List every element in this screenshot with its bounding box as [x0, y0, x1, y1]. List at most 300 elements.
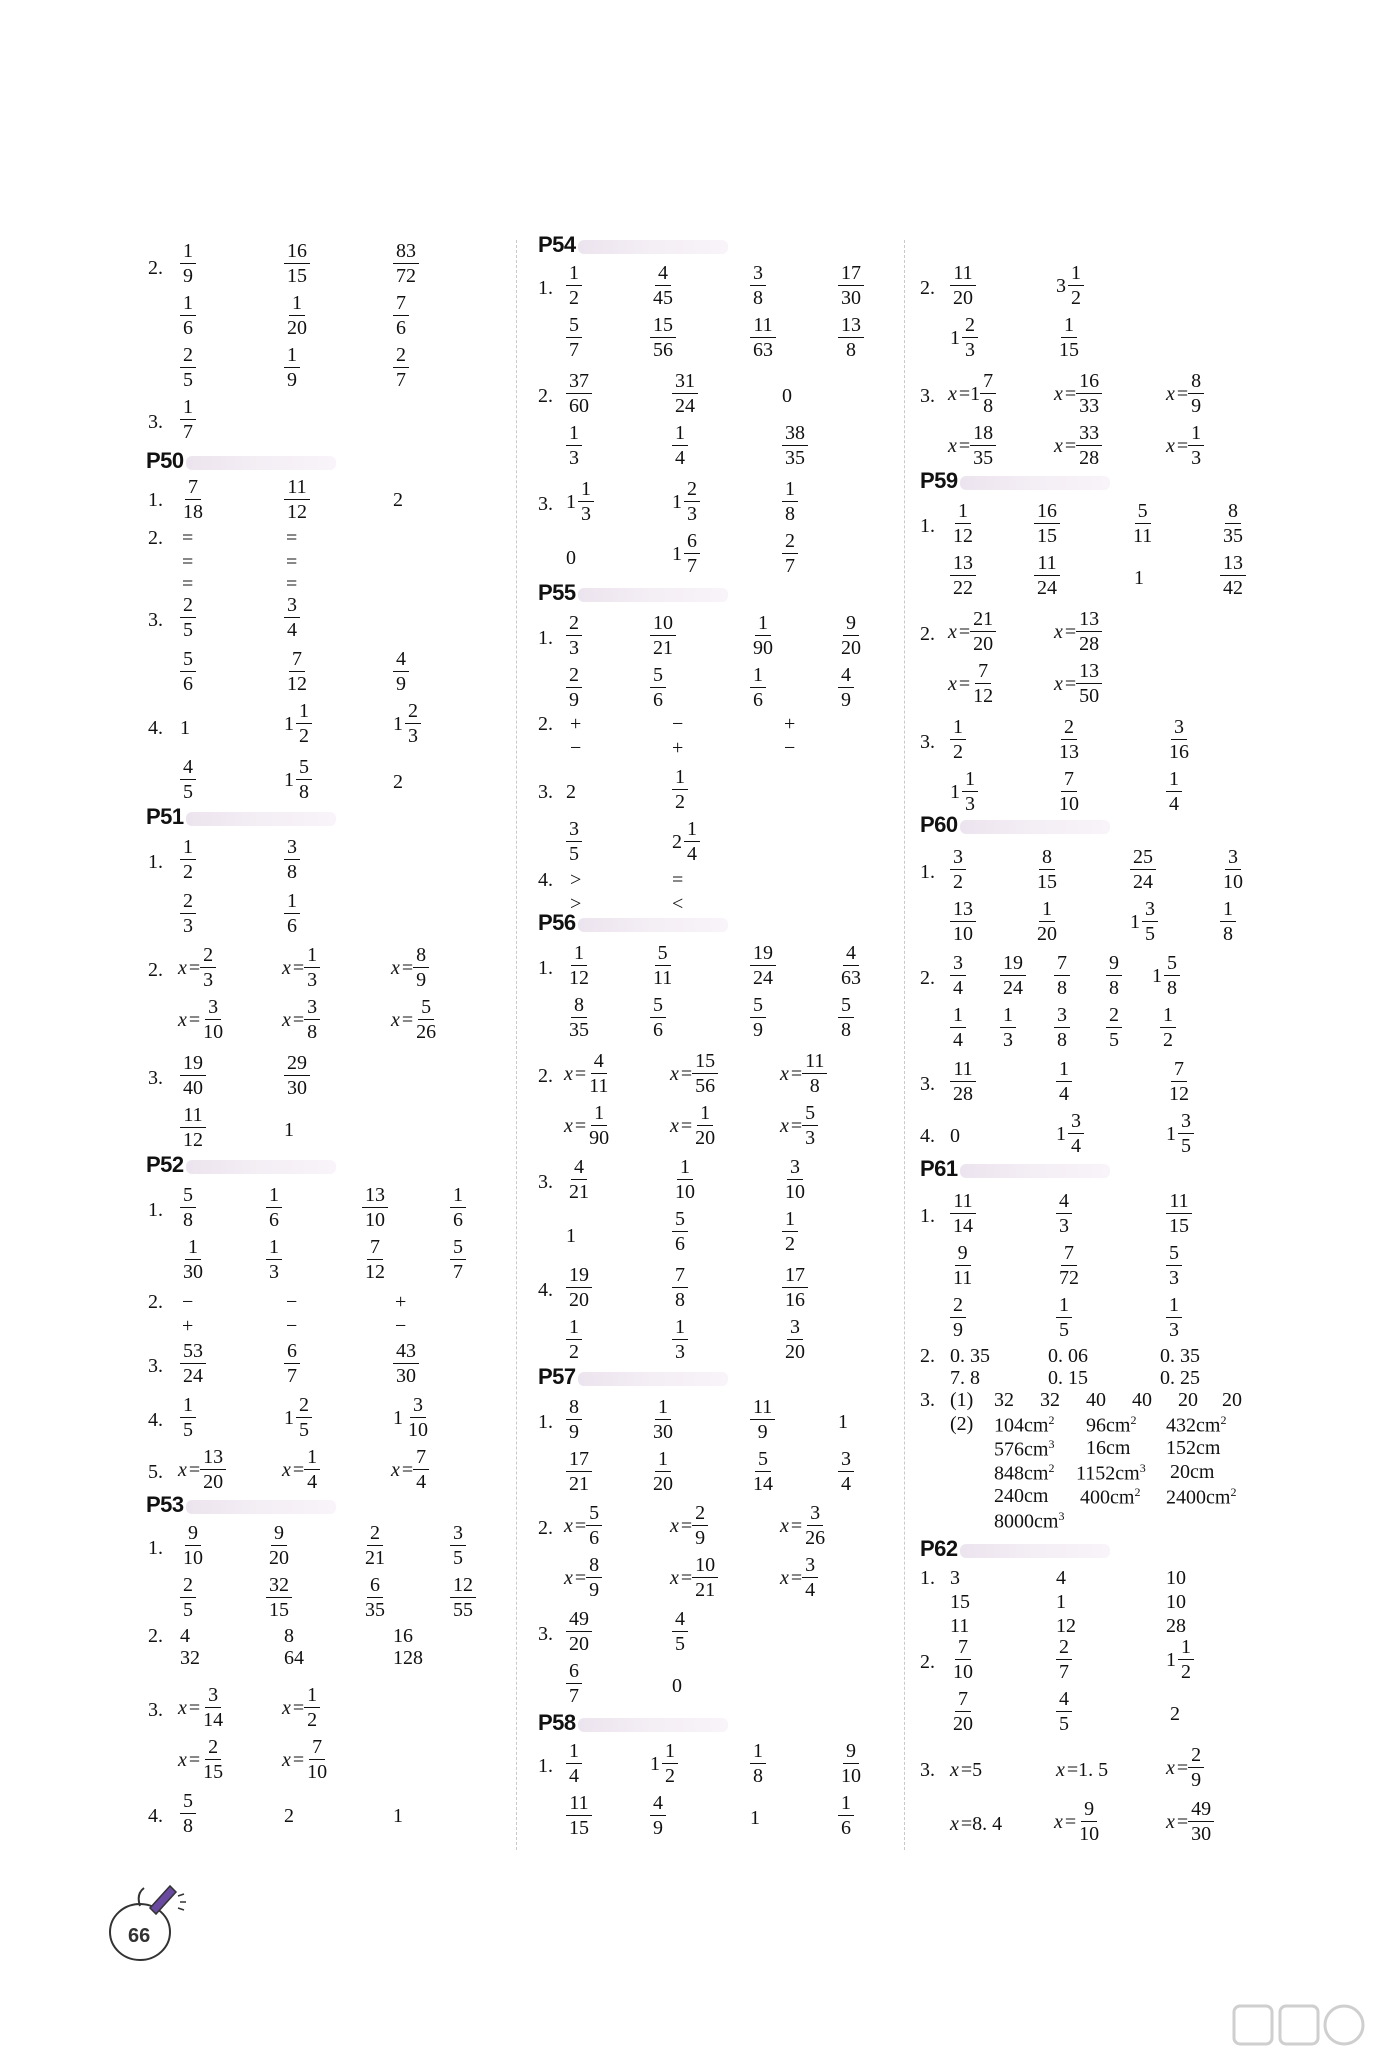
- answer-equation: [564, 1502, 602, 1550]
- fraction: [980, 370, 996, 418]
- fraction: [802, 1554, 818, 1602]
- answer-fraction: [362, 1574, 388, 1622]
- question-number: 2.: [148, 1291, 163, 1313]
- answer-equation: [670, 1050, 718, 1098]
- numerator: 5: [586, 1502, 602, 1526]
- numerator: 25: [1130, 846, 1156, 870]
- numerator: 1: [284, 890, 300, 914]
- fraction: [393, 292, 409, 340]
- answer-fraction: [650, 612, 676, 660]
- fraction: [304, 996, 320, 1044]
- fraction: [405, 1394, 431, 1442]
- fraction: [284, 836, 300, 884]
- fraction: [266, 1236, 282, 1284]
- fraction: [1166, 716, 1192, 764]
- answer-value: >: [570, 893, 582, 915]
- numerator: 5: [655, 942, 671, 966]
- answer-fraction: [450, 1574, 476, 1622]
- numerator: 11: [802, 1050, 827, 1074]
- variable-x: x: [1054, 672, 1063, 695]
- numerator: 5: [418, 996, 434, 1020]
- denominator: 13: [1059, 741, 1079, 764]
- section-header: P56: [538, 910, 576, 935]
- numerator: 4: [1056, 1688, 1072, 1712]
- denominator: 4: [569, 1765, 579, 1788]
- denominator: 21: [365, 1547, 385, 1570]
- numerator: 83: [393, 240, 419, 264]
- fraction: [180, 396, 196, 444]
- answer-measure: [994, 1510, 1064, 1532]
- fraction: [566, 818, 582, 866]
- denominator: 24: [675, 395, 695, 418]
- numerator: 5: [296, 756, 312, 780]
- answer-equation: [391, 1446, 429, 1494]
- section-header: P59: [920, 468, 958, 493]
- question-number: 3.: [148, 609, 163, 631]
- answer-fraction: [650, 994, 666, 1042]
- fraction: [1076, 422, 1102, 470]
- denominator: 9: [1191, 395, 1202, 418]
- denominator: 4: [1059, 1083, 1069, 1106]
- fraction: [296, 1394, 312, 1442]
- numerator: 38: [782, 422, 808, 446]
- answer-mixed-number: [284, 700, 312, 748]
- fraction: [1188, 422, 1204, 470]
- numerator: 1: [655, 1396, 671, 1420]
- fraction: [566, 942, 592, 990]
- question-number: 2.: [538, 713, 553, 735]
- numerator: 1: [782, 478, 798, 502]
- fraction: [650, 1396, 676, 1444]
- fraction: [1166, 768, 1182, 816]
- header-highlight: [578, 918, 728, 932]
- denominator: 8: [753, 287, 763, 310]
- answer-fraction: [566, 1740, 582, 1788]
- numerator: 2: [205, 1736, 221, 1760]
- equals-sign: =: [1176, 382, 1189, 405]
- numerator: 5: [750, 994, 766, 1018]
- measure-value: 104cm: [994, 1414, 1049, 1437]
- numerator: 1: [566, 1316, 582, 1340]
- answer-fraction: [266, 1522, 292, 1570]
- variable-x: x: [948, 434, 957, 457]
- answer-fraction: [1034, 500, 1060, 548]
- numerator: 5: [1164, 952, 1180, 976]
- fraction: [413, 944, 429, 992]
- fraction: [180, 1184, 196, 1232]
- answer-value: +: [570, 713, 582, 735]
- question-number: 2.: [920, 277, 935, 299]
- fraction: [362, 1574, 388, 1622]
- answer-fraction: [782, 1264, 808, 1312]
- fraction: [450, 1236, 466, 1284]
- question-number: 4.: [538, 869, 553, 891]
- fraction: [950, 716, 966, 764]
- denominator: 2: [953, 741, 963, 764]
- denominator: 24: [1037, 577, 1057, 600]
- denominator: 7: [396, 369, 406, 392]
- numerator: 49: [1188, 1798, 1214, 1822]
- numerator: 1: [266, 1236, 282, 1260]
- answer-value: 2: [393, 489, 403, 511]
- equals-sign: =: [401, 956, 414, 979]
- question-number: 1.: [920, 1567, 935, 1589]
- question-number: 1.: [148, 489, 163, 511]
- numerator: 1: [566, 262, 582, 286]
- whole-part: 1: [1166, 1122, 1176, 1145]
- answer-value: 152cm: [1166, 1437, 1221, 1459]
- answer-mixed-number: [650, 1740, 678, 1788]
- fraction: [1000, 1004, 1016, 1052]
- answer-value: 1: [284, 1119, 294, 1141]
- fraction: [180, 1790, 196, 1838]
- numerator: 8: [586, 1554, 602, 1578]
- answer-mixed-number: [950, 314, 978, 362]
- answer-equation: [670, 1554, 718, 1602]
- fraction: [566, 1316, 582, 1364]
- denominator: 90: [753, 637, 773, 660]
- numerator: 3: [1178, 1110, 1194, 1134]
- section-header: P50: [146, 448, 184, 473]
- variable-x: x: [391, 1458, 400, 1481]
- answer-fraction: [650, 1448, 676, 1496]
- equals-sign: =: [574, 1114, 587, 1137]
- fraction: [962, 768, 978, 816]
- answer-fraction: [782, 1316, 808, 1364]
- answer-mixed-number: [1130, 898, 1158, 946]
- answer-equation: [564, 1554, 602, 1602]
- answer-value: =: [182, 573, 194, 595]
- fraction: [566, 262, 582, 310]
- numerator: 19: [566, 1264, 592, 1288]
- question-number: 3.: [148, 1699, 163, 1721]
- variable-x: x: [178, 1008, 187, 1031]
- answer-fraction: [672, 1264, 688, 1312]
- answer-fraction: [180, 890, 196, 938]
- fraction: [838, 1448, 854, 1496]
- equals-sign: =: [1064, 434, 1077, 457]
- fraction: [413, 1446, 429, 1494]
- denominator: 20: [1037, 923, 1057, 946]
- answer-fraction: [950, 500, 976, 548]
- equals-sign: =: [680, 1062, 693, 1085]
- equals-sign: =: [958, 382, 971, 405]
- whole-part: 1: [970, 382, 981, 405]
- denominator: 7: [569, 339, 579, 362]
- numerator: 3: [787, 1156, 803, 1180]
- denominator: 8: [1057, 977, 1067, 1000]
- measure-value: 400cm: [1080, 1486, 1135, 1509]
- numerator: 8: [566, 1396, 582, 1420]
- answer-mixed-number: [284, 1394, 312, 1442]
- numerator: 3: [304, 996, 320, 1020]
- denominator: 9: [416, 969, 427, 992]
- denominator: 5: [183, 619, 193, 642]
- numerator: 2: [180, 890, 196, 914]
- numerator: 11: [284, 476, 309, 500]
- section-header: P55: [538, 580, 576, 605]
- denominator: 4: [307, 1471, 318, 1494]
- fraction: [662, 1740, 678, 1788]
- denominator: 12: [569, 967, 589, 990]
- answer-fraction: [650, 664, 666, 712]
- fraction: [1164, 952, 1180, 1000]
- fraction: [566, 1396, 582, 1444]
- numerator: 2: [782, 530, 798, 554]
- numerator: 1: [1068, 262, 1084, 286]
- denominator: 20: [569, 1633, 589, 1656]
- equals-sign: =: [1064, 620, 1077, 643]
- answer-value: 2: [393, 771, 403, 793]
- answer-fraction: [950, 1636, 976, 1684]
- variable-x: x: [178, 1458, 187, 1481]
- numerator: 7: [185, 476, 201, 500]
- answer-equation: [282, 1736, 330, 1784]
- fraction: [1056, 1242, 1082, 1290]
- measure-value: 1152cm: [1076, 1462, 1140, 1485]
- numerator: 1: [1188, 422, 1204, 446]
- numerator: 5: [802, 1102, 818, 1126]
- denominator: 3: [965, 339, 975, 362]
- answer-fraction: [180, 1340, 206, 1388]
- denominator: 8: [809, 1075, 820, 1098]
- answer-value: 40: [1086, 1389, 1106, 1411]
- denominator: 10: [841, 1765, 861, 1788]
- question-number: 5.: [148, 1461, 163, 1483]
- fraction: [180, 1340, 206, 1388]
- denominator: 15: [1059, 339, 1079, 362]
- denominator: 40: [183, 1077, 203, 1100]
- answer-value: −: [286, 1291, 298, 1313]
- fraction: [566, 314, 582, 362]
- question-number: 1.: [538, 1755, 553, 1777]
- numerator: 1: [566, 422, 582, 446]
- variable-x: x: [780, 1514, 789, 1537]
- denominator: 6: [653, 1019, 663, 1042]
- answer-fraction: [950, 952, 966, 1000]
- fraction: [566, 1448, 592, 1496]
- question-number: 1.: [148, 851, 163, 873]
- answer-value: 2: [566, 781, 576, 803]
- denominator: 7: [569, 1685, 579, 1708]
- numerator: 18: [970, 422, 996, 446]
- equals-sign: =: [790, 1514, 803, 1537]
- answer-measure: [1076, 1462, 1146, 1484]
- numerator: 2: [367, 1522, 383, 1546]
- answer-fraction: [450, 1236, 466, 1284]
- variable-x: x: [391, 1008, 400, 1031]
- numerator: 9: [955, 1242, 971, 1266]
- answer-fraction: [450, 1522, 466, 1570]
- equals-sign: =: [574, 1514, 587, 1537]
- answer-value: <: [672, 893, 684, 915]
- denominator: 10: [1223, 871, 1243, 894]
- answer-equation: [391, 996, 439, 1044]
- answer-equation: [564, 1102, 612, 1150]
- denominator: 5: [299, 1419, 309, 1442]
- fraction: [1188, 370, 1204, 418]
- numerator: 2: [692, 1502, 708, 1526]
- denominator: 3: [581, 503, 591, 526]
- fraction: [692, 1502, 708, 1550]
- denominator: 2: [675, 791, 685, 814]
- answer-fraction: [284, 476, 310, 524]
- equals-sign: =: [1064, 382, 1077, 405]
- numerator: 7: [975, 660, 991, 684]
- answer-value: 1: [1134, 567, 1144, 589]
- denominator: 20: [785, 1341, 805, 1364]
- denominator: 16: [1169, 741, 1189, 764]
- fraction: [1106, 952, 1122, 1000]
- denominator: 4: [841, 1473, 851, 1496]
- denominator: 5: [183, 1419, 193, 1442]
- numerator: 1: [566, 1740, 582, 1764]
- numerator: 1: [1039, 898, 1055, 922]
- numerator: 7: [1061, 768, 1077, 792]
- denominator: 3: [675, 1341, 685, 1364]
- answer-fraction: [566, 612, 582, 660]
- fraction: [750, 314, 776, 362]
- answer-equation: [670, 1502, 708, 1550]
- answer-value: 16cm: [1086, 1437, 1131, 1459]
- unit-exponent: 3: [1139, 1461, 1146, 1475]
- denominator: 35: [569, 1019, 589, 1042]
- numerator: 5: [180, 1184, 196, 1208]
- header-highlight: [186, 812, 336, 826]
- answer-equation: [780, 1502, 828, 1550]
- fraction: [566, 1792, 592, 1840]
- equals-sign: =: [958, 672, 971, 695]
- answer-fraction: [362, 1236, 388, 1284]
- header-highlight: [186, 456, 336, 470]
- numerator: 6: [566, 1660, 582, 1684]
- question-number: 2.: [148, 527, 163, 549]
- denominator: 24: [183, 1365, 203, 1388]
- question-number: 3.: [920, 1073, 935, 1095]
- numerator: 1: [185, 1236, 201, 1260]
- denominator: 24: [1133, 871, 1153, 894]
- denominator: 8: [287, 861, 297, 884]
- measure-value: 8000cm: [994, 1510, 1059, 1533]
- equals-sign: =: [188, 1458, 201, 1481]
- answer-mixed-number: [566, 478, 594, 526]
- answer-equation: [948, 660, 996, 708]
- fraction: [1034, 898, 1060, 946]
- answer-value: =: [672, 869, 684, 891]
- variable-x: x: [780, 1566, 789, 1589]
- fraction: [1056, 1190, 1072, 1238]
- fraction: [750, 1740, 766, 1788]
- answer-fraction: [180, 594, 196, 642]
- numerator: 17: [566, 1448, 592, 1472]
- fraction: [672, 1264, 688, 1312]
- denominator: 12: [183, 1129, 203, 1152]
- variable-x: x: [178, 956, 187, 979]
- numerator: 4: [655, 262, 671, 286]
- fraction: [1076, 660, 1102, 708]
- denominator: 3: [569, 447, 579, 470]
- numerator: 1: [266, 1184, 282, 1208]
- answer-mixed-number: [393, 700, 421, 748]
- numerator: 15: [692, 1050, 718, 1074]
- fraction: [450, 1574, 476, 1622]
- equals-sign: =: [292, 1696, 305, 1719]
- equals-sign: =: [1066, 1759, 1079, 1781]
- numerator: 5: [1135, 500, 1151, 524]
- unit-exponent: 2: [1130, 1413, 1137, 1427]
- denominator: 9: [695, 1527, 706, 1550]
- denominator: 3: [1059, 1215, 1069, 1238]
- denominator: 6: [287, 915, 297, 938]
- answer-value: 11: [950, 1615, 970, 1637]
- variable-x: x: [178, 1696, 187, 1719]
- fraction: [684, 478, 700, 526]
- fraction: [1220, 898, 1236, 946]
- whole-part: 1: [566, 490, 576, 513]
- fraction: [1054, 1004, 1070, 1052]
- answer-value: 0: [782, 385, 792, 407]
- numerator: 1: [296, 700, 312, 724]
- numerator: 1: [1160, 1004, 1176, 1028]
- fraction: [180, 756, 196, 804]
- numerator: 3: [802, 1554, 818, 1578]
- denominator: 15: [1037, 871, 1057, 894]
- fraction: [672, 766, 688, 814]
- numerator: 1: [304, 1446, 320, 1470]
- numerator: 37: [566, 370, 592, 394]
- equals-sign: =: [188, 1748, 201, 1771]
- denominator: 5: [1145, 923, 1155, 946]
- answer-fraction: [950, 1004, 966, 1052]
- numerator: 21: [970, 608, 996, 632]
- denominator: 21: [653, 637, 673, 660]
- denominator: 3: [805, 1127, 816, 1150]
- unit-exponent: 3: [1048, 1437, 1055, 1451]
- fraction: [650, 942, 675, 990]
- numerator: 1: [1166, 768, 1182, 792]
- answer-fraction: [180, 1574, 196, 1622]
- fraction: [672, 1608, 688, 1656]
- answer-mixed-number: [1166, 1636, 1194, 1684]
- answer-equation: [780, 1554, 818, 1602]
- whole-part: 1: [284, 768, 294, 791]
- fraction: [672, 370, 698, 418]
- answer-equation: [780, 1102, 818, 1150]
- variable-x: x: [178, 1748, 187, 1771]
- fraction: [566, 1608, 592, 1656]
- denominator: 4: [953, 977, 963, 1000]
- answer-fraction: [566, 1660, 582, 1708]
- denominator: 24: [753, 967, 773, 990]
- denominator: 28: [1079, 633, 1100, 656]
- fraction: [1178, 1636, 1194, 1684]
- numerator: 1: [750, 664, 766, 688]
- denominator: 8: [1167, 977, 1177, 1000]
- answer-fraction: [450, 1184, 466, 1232]
- answer-equation: [282, 944, 320, 992]
- denominator: 4: [805, 1579, 816, 1602]
- fraction: [838, 1740, 864, 1788]
- whole-part: 1: [672, 490, 682, 513]
- answer-value: 20: [1178, 1389, 1198, 1411]
- denominator: 5: [1181, 1135, 1191, 1158]
- answer-fraction: [750, 664, 766, 712]
- answer-fraction: [180, 1790, 196, 1838]
- answer-fraction: [180, 1236, 206, 1284]
- variable-x: x: [1054, 434, 1063, 457]
- answer-equation: [282, 1446, 320, 1494]
- equals-sign: =: [574, 1062, 587, 1085]
